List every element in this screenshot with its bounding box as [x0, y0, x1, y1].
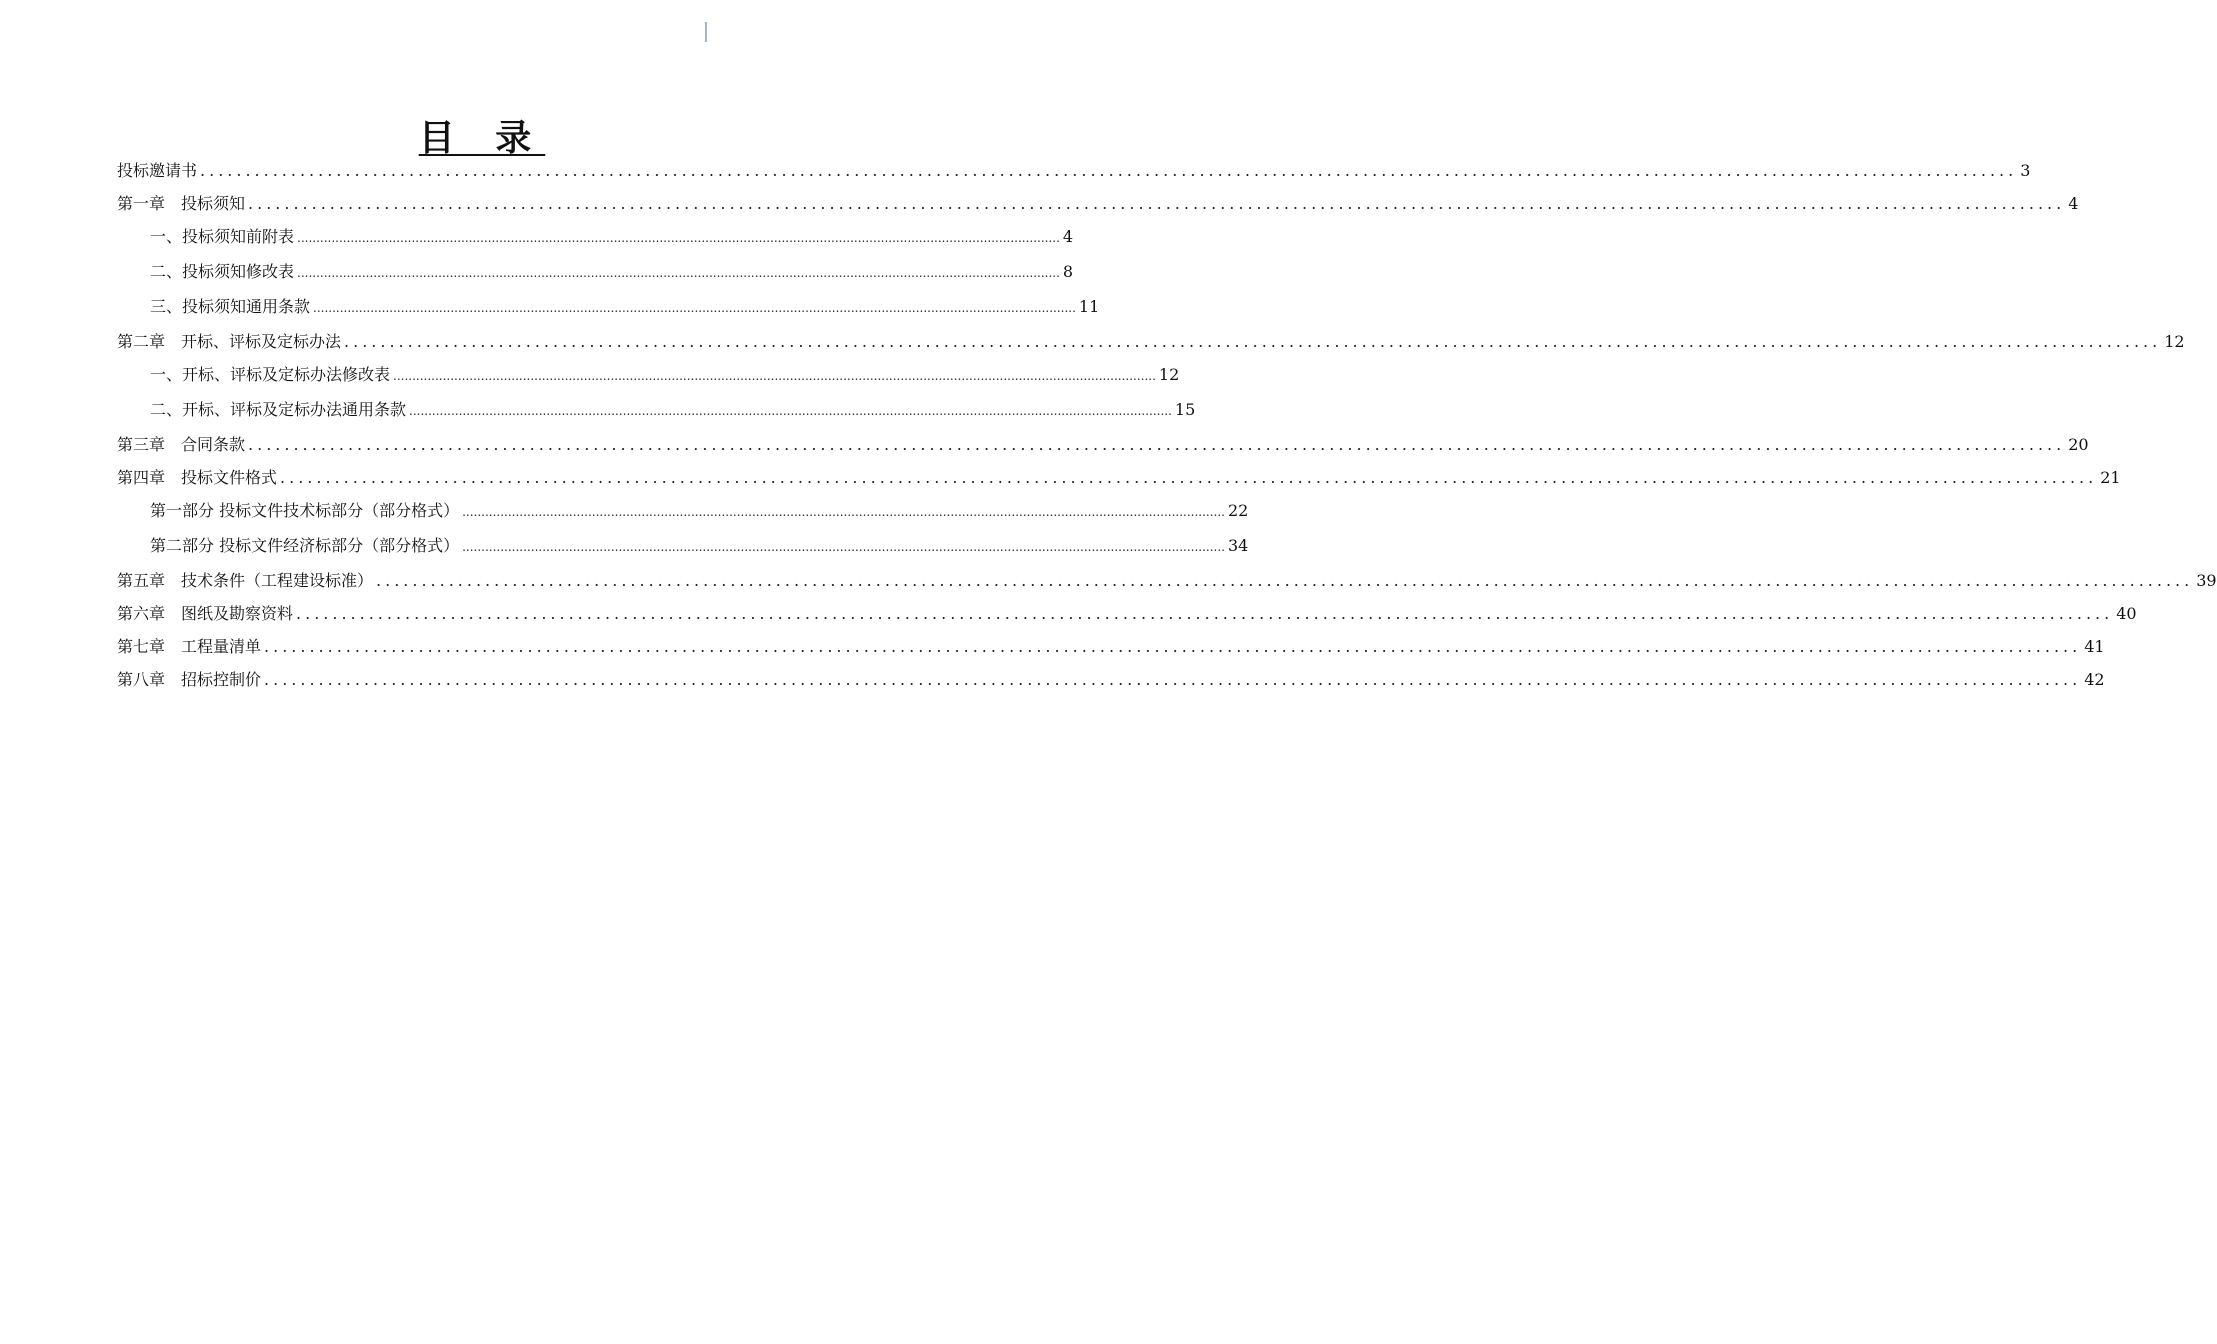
toc-entry-page: 21	[2100, 468, 2121, 487]
toc-dot-leader: ........................................................................................................................................................................................................	[376, 571, 2194, 590]
toc-entry-label: 一、开标、评标及定标办法修改表	[150, 365, 391, 384]
toc-dot-leader: ........................................................................................................................................................................................................	[248, 435, 2066, 454]
toc-entry-page: 40	[2116, 604, 2137, 623]
toc-entry-label: 二、开标、评标及定标办法通用条款	[150, 400, 407, 419]
toc-entry-label: 一、投标须知前附表	[150, 227, 295, 246]
toc-dot-leader: ........................................................................................................................................................................................................	[297, 231, 1060, 245]
toc-dot-leader: ........................................................................................................................................................................................................	[264, 670, 2082, 689]
toc-dot-leader: ........................................................................................................................................................................................................	[393, 369, 1156, 383]
toc-entry-page: 34	[1227, 536, 1249, 555]
toc-dot-leader: ........................................................................................................................................................................................................	[296, 604, 2114, 623]
toc-title: 目 录	[418, 117, 546, 159]
toc-entry-page: 22	[1227, 501, 1249, 520]
toc-entry-label: 三、投标须知通用条款	[150, 297, 311, 316]
toc-entry-page: 12	[1158, 365, 1180, 384]
toc-entry[interactable]	[150, 531, 1249, 561]
toc-entry-page: 42	[2084, 670, 2105, 689]
toc-dot-leader: ........................................................................................................................................................................................................	[297, 266, 1060, 280]
toc-entry-label: 第一章 投标须知	[117, 194, 246, 213]
toc-entry-label: 第一部分 投标文件技术标部分（部分格式）	[150, 501, 460, 520]
toc-dot-leader: ........................................................................................................................................................................................................	[409, 404, 1172, 418]
toc-entry[interactable]	[117, 463, 2121, 493]
toc-dot-leader: ........................................................................................................................................................................................................	[344, 332, 2162, 351]
toc-entry-label: 二、投标须知修改表	[150, 262, 295, 281]
toc-entry[interactable]	[150, 496, 1249, 526]
toc-entry[interactable]	[117, 189, 2079, 219]
toc-entry-page: 8	[1062, 262, 1074, 281]
toc-entry-label: 第三章 合同条款	[117, 435, 246, 454]
toc-entry[interactable]	[150, 395, 1196, 425]
toc-entry-page: 11	[1078, 297, 1100, 316]
toc-entry-page: 4	[1062, 227, 1074, 246]
toc-entry[interactable]	[150, 292, 1100, 322]
toc-entry-label: 第八章 招标控制价	[117, 670, 262, 689]
toc-entry-page: 3	[2020, 161, 2031, 180]
toc-entry[interactable]	[117, 156, 2031, 186]
toc-entry-label: 第五章 技术条件（工程建设标准）	[117, 571, 374, 590]
toc-entry[interactable]	[150, 222, 1074, 252]
toc-entry[interactable]	[117, 430, 2089, 460]
toc-entry-label: 投标邀请书	[117, 161, 198, 180]
toc-entry-page: 15	[1174, 400, 1196, 419]
toc-entry-label: 第二章 开标、评标及定标办法	[117, 332, 342, 351]
toc-entry-page: 12	[2164, 332, 2185, 351]
toc-dot-leader: ........................................................................................................................................................................................................	[200, 161, 2018, 180]
toc-entry-label: 第二部分 投标文件经济标部分（部分格式）	[150, 536, 460, 555]
toc-entry-page: 20	[2068, 435, 2089, 454]
toc-entry-label: 第七章 工程量清单	[117, 637, 262, 656]
toc-dot-leader: ........................................................................................................................................................................................................	[462, 505, 1225, 519]
toc-dot-leader: ........................................................................................................................................................................................................	[248, 194, 2066, 213]
toc-dot-leader: ........................................................................................................................................................................................................	[280, 468, 2098, 487]
toc-entry-page: 39	[2196, 571, 2217, 590]
text-cursor	[705, 22, 707, 42]
toc-entry[interactable]	[117, 599, 2137, 629]
toc-entry[interactable]	[117, 632, 2105, 662]
toc-entry-page: 41	[2084, 637, 2105, 656]
toc-entry[interactable]	[150, 360, 1180, 390]
toc-dot-leader: ........................................................................................................................................................................................................	[264, 637, 2082, 656]
toc-entry-label: 第四章 投标文件格式	[117, 468, 278, 487]
toc-entry[interactable]	[117, 327, 2185, 357]
toc-entry[interactable]	[150, 257, 1074, 287]
toc-entry-label: 第六章 图纸及勘察资料	[117, 604, 294, 623]
toc-entry-page: 4	[2068, 194, 2079, 213]
toc-entry[interactable]	[117, 566, 2217, 596]
toc-dot-leader: ........................................................................................................................................................................................................	[462, 540, 1225, 554]
toc-entry[interactable]	[117, 665, 2105, 695]
toc-dot-leader: ........................................................................................................................................................................................................	[313, 301, 1076, 315]
